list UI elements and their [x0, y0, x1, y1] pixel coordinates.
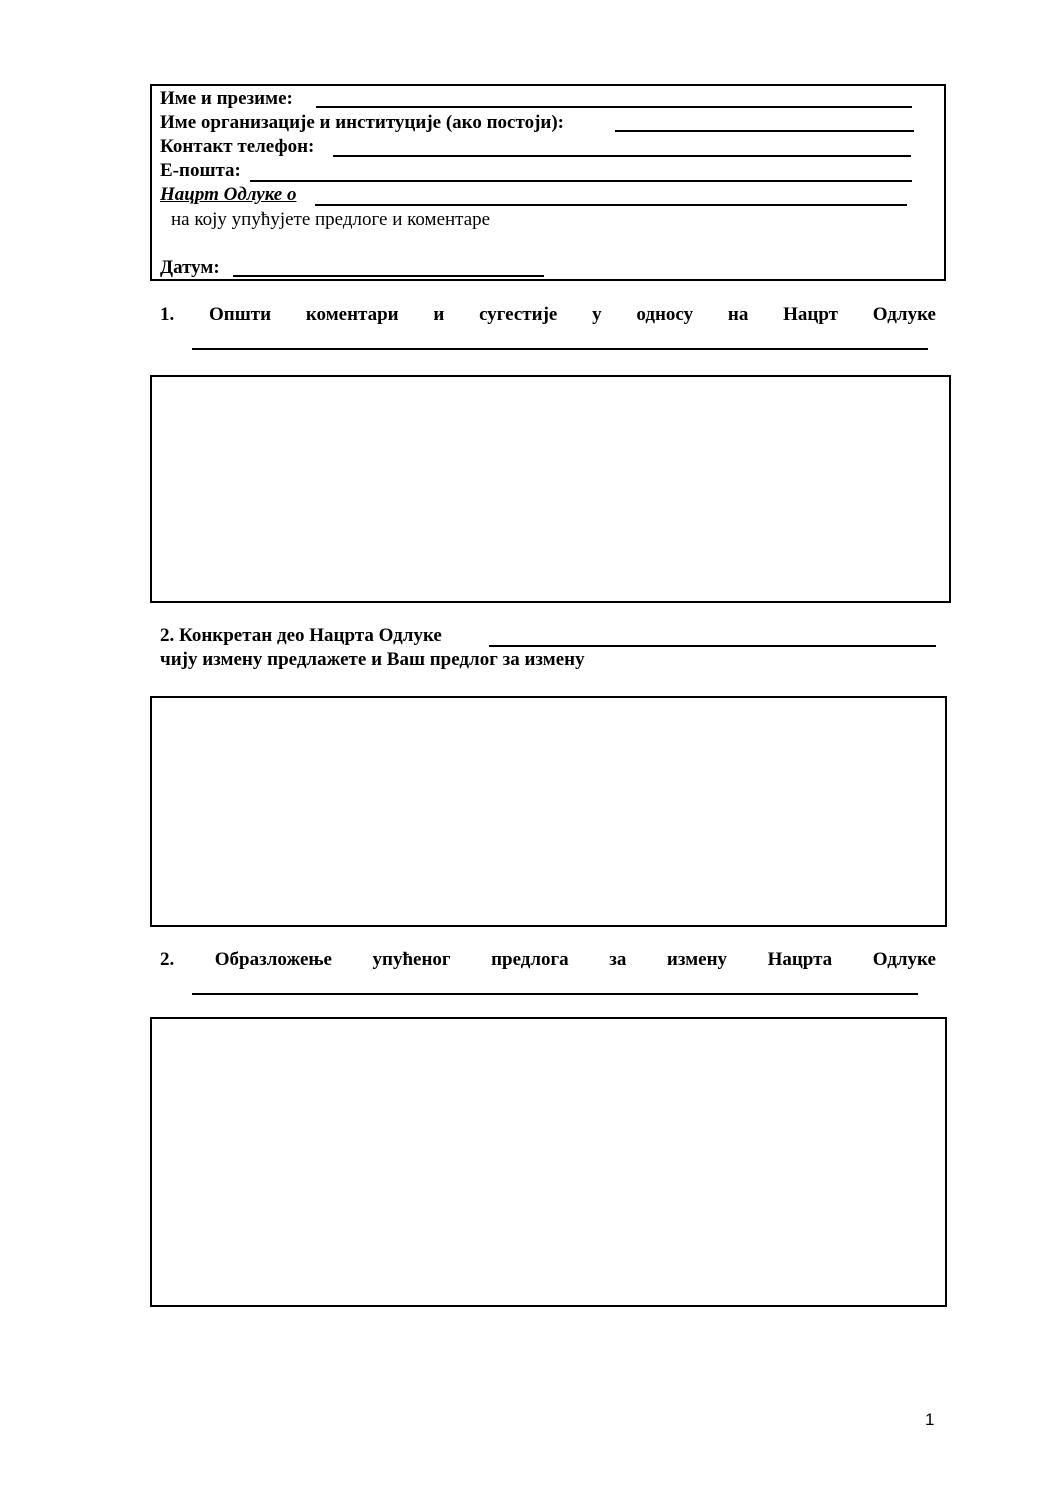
section2-line2: чију измену предлажете и Ваш предлог за измену	[160, 649, 585, 670]
section3-word: Образложење	[214, 949, 332, 970]
name-label: Име и презиме:	[160, 88, 293, 109]
phone-row	[160, 136, 314, 158]
section3-heading	[160, 949, 936, 971]
organization-field-line[interactable]	[615, 130, 914, 132]
date-field-line[interactable]	[233, 275, 544, 277]
addressed-row	[171, 209, 490, 231]
section1-word: Одлуке	[872, 304, 936, 325]
section1-word: сугестије	[479, 304, 558, 325]
addressed-text: на коју упућујете предлоге и коментаре	[171, 209, 491, 230]
section1-word: односу	[636, 304, 694, 325]
section1-word: коментари	[305, 304, 399, 325]
section2-proposal-box[interactable]	[150, 696, 947, 927]
draft-row	[160, 184, 296, 206]
section1-word: на	[727, 304, 749, 325]
phone-label: Контакт телефон:	[160, 136, 315, 157]
section3-number: 2.	[160, 949, 175, 970]
section2-line1: 2. Конкретан део Нацрта Одлуке	[160, 625, 442, 646]
section3-word: предлога	[491, 949, 569, 970]
section1-word: Општи	[209, 304, 272, 325]
section3-word: измену	[666, 949, 728, 970]
date-label: Датум:	[160, 257, 220, 278]
email-field-line[interactable]	[250, 180, 912, 182]
section1-word: у	[592, 304, 602, 325]
section1-number: 1.	[160, 304, 175, 325]
date-row	[160, 257, 220, 279]
section1-comment-box[interactable]	[150, 375, 951, 603]
section3-word: Одлуке	[872, 949, 936, 970]
email-label: Е-пошта:	[160, 160, 241, 181]
section2-subheading	[160, 649, 585, 671]
section2-field-line[interactable]	[489, 645, 936, 647]
email-row	[160, 160, 241, 182]
section1-field-line[interactable]	[192, 348, 928, 350]
page-number: 1	[925, 1410, 935, 1429]
name-field-line[interactable]	[316, 106, 912, 108]
section3-field-line[interactable]	[192, 993, 918, 995]
section3-word: за	[609, 949, 627, 970]
section3-explanation-box[interactable]	[150, 1017, 947, 1307]
name-row	[160, 88, 293, 110]
organization-row	[160, 112, 564, 134]
section1-heading	[160, 304, 936, 326]
section3-word: Нацрта	[767, 949, 833, 970]
section2-heading	[160, 625, 442, 647]
organization-label: Име организације и институције (ако постоји):	[160, 112, 564, 133]
section1-word: Нацрт	[783, 304, 838, 325]
phone-field-line[interactable]	[333, 155, 911, 157]
draft-field-line[interactable]	[315, 204, 907, 206]
draft-label: Нацрт Одлуке о	[160, 184, 297, 205]
section1-word: и	[433, 304, 445, 325]
section3-word: упућеног	[372, 949, 451, 970]
